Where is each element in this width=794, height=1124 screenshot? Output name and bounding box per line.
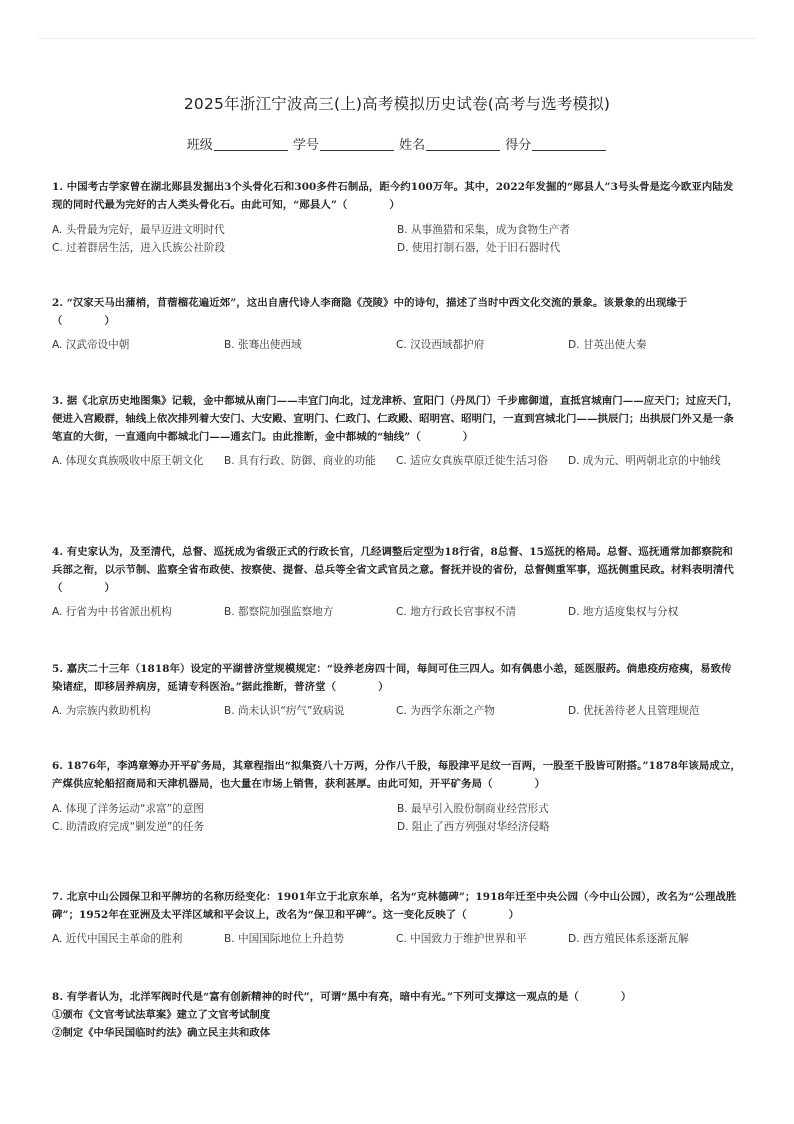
- name-blank[interactable]: [426, 138, 500, 151]
- header-rule: [38, 38, 756, 39]
- name-label: 姓名: [399, 138, 426, 153]
- class-label: 班级: [186, 138, 213, 153]
- option-b[interactable]: B. 张骞出使西域: [224, 339, 302, 351]
- option-b[interactable]: B. 具有行政、防御、商业的功能: [224, 455, 376, 467]
- option-d[interactable]: D. 优抚善待老人且管理规范: [568, 705, 700, 717]
- id-label: 学号: [292, 138, 319, 153]
- option-a[interactable]: A. 体现女真族吸收中原王朝文化: [52, 455, 204, 467]
- score-blank[interactable]: [532, 138, 606, 151]
- option-c[interactable]: C. 中国致力于维护世界和平: [396, 933, 527, 945]
- question-stem: 1. 中国考古学家曾在湖北郧县发掘出3个头骨化石和300多件石制品，距今约100万年。其中，2022年发掘的“郧县人”3号头骨是迄今欧亚内陆发现的同时代最为完好的古人类头骨化石。由此可知，“郧县人”（ ）: [52, 181, 734, 211]
- option-b[interactable]: B. 中国国际地位上升趋势: [224, 933, 344, 945]
- option-d[interactable]: D. 甘英出使大秦: [568, 339, 647, 351]
- question-3: [52, 392, 742, 470]
- statement-1: ①颁布《文官考试法草案》建立了文官考试制度: [52, 1009, 271, 1021]
- options: [52, 604, 742, 621]
- option-c[interactable]: C. 助清政府完成“剿发逆”的任务: [52, 821, 205, 833]
- option-b[interactable]: B. 都察院加强监察地方: [224, 606, 334, 618]
- question-7: [52, 888, 742, 948]
- option-b[interactable]: B. 从事渔猎和采集，成为食物生产者: [397, 224, 570, 236]
- student-info-line: [0, 134, 794, 153]
- options: [52, 800, 742, 836]
- option-a[interactable]: A. 近代中国民主革命的胜利: [52, 933, 183, 945]
- question-stem: 3. 据《北京历史地图集》记载，金中都城从南门——丰宜门向北，过龙津桥、宣阳门（丹凤门）千步廊御道，直抵宫城南门——应天门；过应天门，便进入宫殿群，轴线上依次排列着大安门、大安殿、宣明门、仁政门、仁政殿、昭明宫、昭明门，一直到宫城北门——拱辰门；出拱辰门外又是一条笔直的大街，一直通向中都城北门——通玄门。由此推断，金中都城的“轴线”（ ）: [52, 395, 739, 443]
- option-d[interactable]: D. 地方适度集权与分权: [568, 606, 679, 618]
- option-c[interactable]: C. 汉设西域都护府: [396, 339, 485, 351]
- question-1: [52, 178, 742, 257]
- option-a[interactable]: A. 汉武帝设中朝: [52, 339, 130, 351]
- option-b[interactable]: B. 尚未认识“疠气”致病说: [224, 705, 345, 717]
- option-a[interactable]: A. 头骨最为完好，最早迈进文明时代: [52, 224, 225, 236]
- question-stem: 5. 嘉庆二十三年（1818年）设定的平湖普济堂规模规定：“设养老房四十间，每间可住三四人。如有偶患小恙，延医服药。倘患疫疠疮痍，易致传染诸症，即移居养病房，延请专科医治。”据此推断，普济堂（ ）: [52, 663, 732, 693]
- question-2: [52, 294, 742, 354]
- option-d[interactable]: D. 西方殖民体系逐渐瓦解: [568, 933, 689, 945]
- question-stem: 8. 有学者认为，北洋军阀时代是“富有创新精神的时代”，可谓“黑中有亮，暗中有光。”下列可支撑这一观点的是（ ）: [52, 991, 632, 1003]
- class-blank[interactable]: [214, 138, 288, 151]
- option-a[interactable]: A. 体现了洋务运动“求富”的意图: [52, 803, 204, 815]
- option-d[interactable]: D. 使用打制石器，处于旧石器时代: [397, 242, 561, 254]
- question-4: [52, 543, 742, 621]
- options: [52, 931, 742, 948]
- option-b[interactable]: B. 最早引入股份制商业经营形式: [397, 803, 549, 815]
- statement-2: ②制定《中华民国临时约法》确立民主共和政体: [52, 1027, 271, 1039]
- option-c[interactable]: C. 过着群居生活，进入氏族公社阶段: [52, 242, 226, 254]
- question-stem: 6. 1876年，李鸿章筹办开平矿务局，其章程指出“拟集资八十万两，分作八千股，每股津平足纹一百两，一股至千股皆可附搭。”1878年该局成立，产煤供应轮船招商局和天津机器局，也大量在市场上销售，获利甚厚。由此可知，开平矿务局（ ）: [52, 760, 741, 790]
- question-8: [52, 988, 742, 1042]
- option-d[interactable]: D. 成为元、明两朝北京的中轴线: [568, 455, 721, 467]
- option-d[interactable]: D. 阻止了西方列强对华经济侵略: [397, 821, 550, 833]
- question-6: [52, 757, 742, 836]
- question-5: [52, 660, 742, 720]
- question-stem: 7. 北京中山公园保卫和平牌坊的名称历经变化：1901年立于北京东单，名为“克林德碑”；1918年迁至中央公园（今中山公园），改名为“公理战胜碑”；1952年在亚洲及太平洋区域和平会议上，改名为“保卫和平碑”。这一变化反映了（ ）: [52, 891, 737, 921]
- option-c[interactable]: C. 适应女真族草原迁徙生活习俗: [396, 455, 548, 467]
- options: [52, 703, 742, 720]
- question-stem: 2. “汉家天马出蒲梢，苜蓿榴花遍近郊”，这出自唐代诗人李商隐《茂陵》中的诗句，描述了当时中西文化交流的景象。该景象的出现缘于（ ）: [52, 297, 688, 327]
- option-a[interactable]: A. 为宗族内救助机构: [52, 705, 151, 717]
- options: [52, 221, 742, 257]
- option-c[interactable]: C. 地方行政长官事权不清: [396, 606, 517, 618]
- score-label: 得分: [505, 138, 532, 153]
- page-title: 2025年浙江宁波高三(上)高考模拟历史试卷(高考与选考模拟): [183, 95, 611, 113]
- options: [52, 337, 742, 354]
- option-c[interactable]: C. 为西学东渐之产物: [396, 705, 495, 717]
- option-a[interactable]: A. 行省为中书省派出机构: [52, 606, 172, 618]
- id-blank[interactable]: [320, 138, 394, 151]
- options: [52, 453, 742, 470]
- question-stem: 4. 有史家认为，及至清代，总督、巡抚成为省级正式的行政长官，几经调整后定型为18行省，8总督、15巡抚的格局。总督、巡抚通常加都察院和兵部之衔，以示节制、监察全省布政使、按察使、提督、总兵等全省文武官员之意。督抚并设的省份，总督侧重军事，巡抚侧重民政。材料表明清代（ ）: [52, 546, 734, 594]
